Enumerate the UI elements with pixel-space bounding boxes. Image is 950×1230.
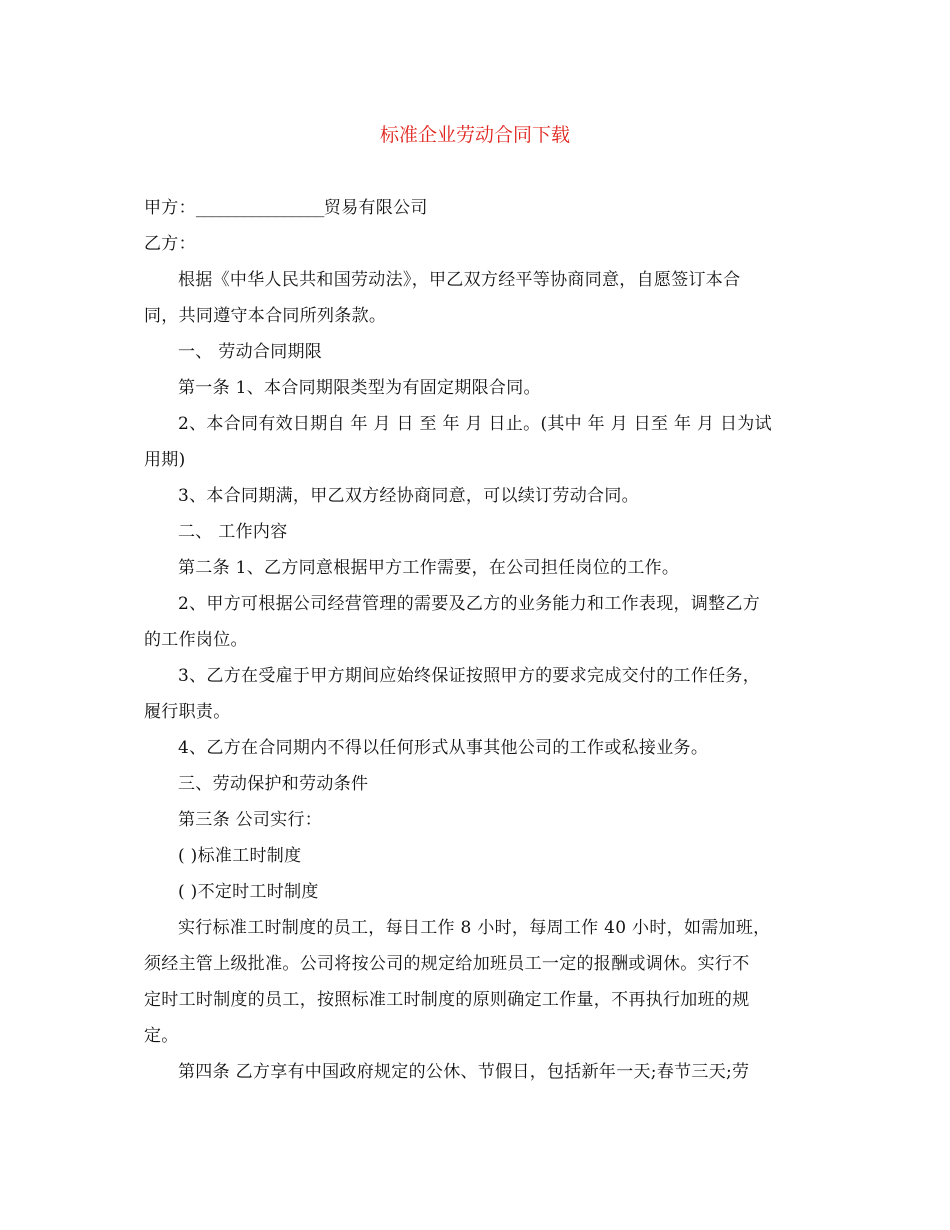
paragraph-line: 定时工时制度的员工，按照标准工时制度的原则确定工作量，不再执行加班的规 [144, 990, 750, 1010]
checkbox-option-line: ( )标准工时制度 [178, 846, 302, 866]
paragraph-line: 同，共同遵守本合同所列条款。 [144, 306, 387, 326]
party-a-blank: ________________ [195, 198, 324, 218]
paragraph-line: 根据《中华人民共和国劳动法》，甲乙双方经平等协商同意，自愿签订本合 [178, 270, 741, 290]
paragraph-line: 须经主管上级批准。公司将按公司的规定给加班员工一定的报酬或调休。实行不 [144, 954, 750, 974]
party-a-suffix: 贸易有限公司 [323, 198, 428, 218]
paragraph-line: 的工作岗位。 [144, 630, 248, 650]
paragraph-line: 3、本合同期满，甲乙双方经协商同意，可以续订劳动合同。 [178, 486, 639, 506]
paragraph-line: 2、甲方可根据公司经营管理的需要及乙方的业务能力和工作表现，调整乙方 [178, 594, 761, 614]
checkbox-option-line: ( )不定时工时制度 [178, 882, 319, 902]
party-a-label: 甲方： [144, 198, 196, 218]
paragraph-line: 3、乙方在受雇于甲方期间应始终保证按照甲方的要求完成交付的工作任务， [178, 666, 761, 686]
section-heading: 三、劳动保护和劳动条件 [178, 774, 369, 794]
paragraph-line: 履行职责。 [144, 702, 231, 722]
paragraph-line: 实行标准工时制度的员工，每日工作 8 小时，每周工作 40 小时，如需加班， [178, 918, 771, 938]
party-b-line: 乙方： [144, 234, 196, 254]
paragraph-line: 第四条 乙方享有中国政府规定的公休、节假日，包括新年一天;春节三天;劳 [178, 1062, 750, 1082]
section-heading: 一、 劳动合同期限 [178, 342, 323, 362]
paragraph-line: 第三条 公司实行： [178, 810, 323, 830]
paragraph-line: 用期) [144, 450, 186, 470]
paragraph-line: 4、乙方在合同期内不得以任何形式从事其他公司的工作或私接业务。 [178, 738, 709, 758]
party-a-line [144, 196, 806, 220]
paragraph-line: 第一条 1、本合同期限类型为有固定期限合同。 [178, 378, 541, 398]
paragraph-line: 定。 [144, 1026, 179, 1046]
paragraph-line: 第二条 1、乙方同意根据甲方工作需要，在公司担任岗位的工作。 [178, 558, 680, 578]
section-heading: 二、 工作内容 [178, 522, 288, 542]
document-title: 标准企业劳动合同下载 [379, 124, 570, 146]
paragraph-line: 2、本合同有效日期自 年 月 日 至 年 月 日止。(其中 年 月 日至 年 月 日为试 [178, 414, 772, 434]
